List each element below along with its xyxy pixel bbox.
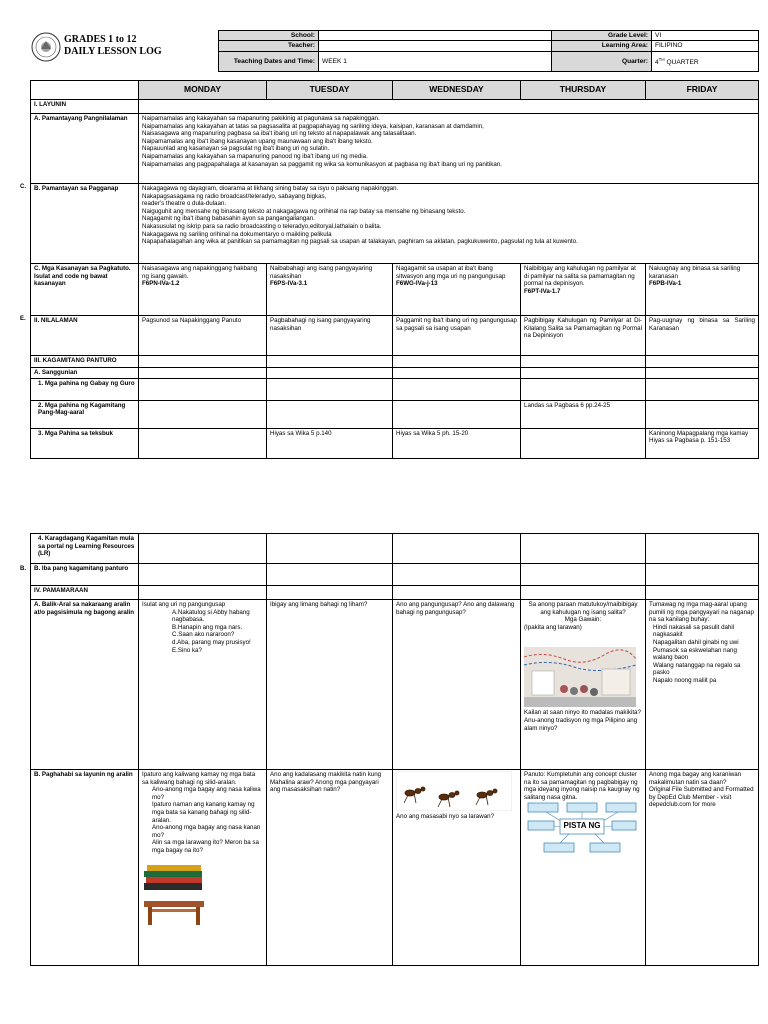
paghahabi-tuesday[interactable]: Ano ang kadalasang makikita natin kung Mahalina araw? Anong mga pangyayari ang masasaksihan natin? [267, 770, 393, 966]
kagamitang-thursday[interactable]: Landas sa Pagbasa 6 pp.24-25 [521, 400, 646, 428]
gabay-wednesday[interactable] [393, 378, 521, 400]
pista-label: PISTA NG [563, 821, 601, 831]
day-tuesday: TUESDAY [267, 81, 393, 100]
kagamitan-monday[interactable] [139, 356, 267, 368]
pamantayang-content[interactable]: Naipamamalas ang kakayahan sa mapanuring pakikinig at pagunawa sa napakinggan. Naipamamalas ang kakayahan at tatas sa pagsasalita at pagpapahayag ng sariling ideya, kaisipan, karanasan at damdamin, Naisasagawa ang mapanuring pagbasa sa iba't ibang uri ng teksto at napapalawak ang talasalitaan. Naipamamalas ang iba't ibang kasanayan upang maunawaan ang iba't ibang teksto. Napauunlad ang kasanayan sa pagsulat ng iba't ibang uri ng sulatin. Naipamamalas ang kakayahan sa mapanuring panood ng iba't ibang uri ng media. Naipamamalas ang pagpapahalaga at kasanayan sa paggamit ng wika sa komunikasyon at pagbasa ng iba't ibang uri ng panitikan. [139, 114, 759, 184]
dates-label: Teaching Dates and Time: [219, 51, 319, 71]
kagamitan-thursday[interactable] [521, 356, 646, 368]
pamamaraan-wednesday[interactable] [393, 586, 521, 600]
pagganap-label: B. Pamantayan sa Pagganap [31, 184, 139, 264]
paghahabi-monday[interactable]: Ipaturo ang kaliwang kamay ng mga bata sa kaliwang bahagi ng silid-aralan. Ano-anong mga bagay ang nasa kaliwa mo? Ipaturo naman ang kanang kamay ng mga bata sa kanang bahagi ng silid-aralan. Ano-anong mga bagay ang nasa kanan mo? Alin sa mga larawang ito? Meron ba sa mga bagay na ito? [139, 770, 267, 966]
pamamaraan-monday[interactable] [139, 586, 267, 600]
kagamitan-friday[interactable] [646, 356, 759, 368]
iba-thursday[interactable] [521, 564, 646, 586]
nilalaman-monday[interactable]: Pagsunod sa Napakinggang Panuto [139, 316, 267, 356]
pamamaraan-tuesday[interactable] [267, 586, 393, 600]
nilalaman-friday[interactable]: Pag-uugnay ng binasa sa Sariling Karanasan [646, 316, 759, 356]
grade-value[interactable]: VI [652, 31, 759, 41]
margin-letter-c: C. [20, 184, 26, 190]
kagamitan-wednesday[interactable] [393, 356, 521, 368]
balik-wednesday[interactable]: Ano ang pangungusap? Ano ang dalawang bahagi ng pangungusap? [393, 600, 521, 770]
layunin-cell[interactable] [139, 100, 759, 114]
nilalaman-label: II. NILALAMAN [31, 316, 139, 356]
balik-thursday[interactable]: Sa anong paraan matutukoy/maibibigay ang kahulugan ng isang salita? Mga Gawain: (Ipakita ang larawan) Kailan at saan ninyo ito madalas makikita? Anu-anong tradisyon ng mga Pilipino ang alam ninyo? [521, 600, 646, 770]
quarter-value[interactable]: 4TH QUARTER [652, 51, 759, 71]
logo-title: GRADES 1 to 12 DAILY LESSON LOG [64, 34, 162, 57]
paghahabi-friday[interactable]: Anong mga bagay ang karaniwan makalimutan natin sa daan? Original File Submitted and Formatted by DepEd Club Member - visit depedclub.com for more [646, 770, 759, 966]
grade-label: Grade Level: [552, 31, 652, 41]
kagamitang-label: 2. Mga pahina ng Kagamitang Pang-Mag-aaral [31, 400, 139, 428]
logo-subtitle: DAILY LESSON LOG [64, 46, 162, 57]
day-friday: FRIDAY [646, 81, 759, 100]
sanggunian-tuesday[interactable] [267, 368, 393, 379]
karagdagan-monday[interactable] [139, 534, 267, 564]
gabay-friday[interactable] [646, 378, 759, 400]
gabay-thursday[interactable] [521, 378, 646, 400]
gabay-monday[interactable] [139, 378, 267, 400]
lesson-table-top [30, 80, 759, 459]
ants-picture [396, 771, 512, 811]
sanggunian-thursday[interactable] [521, 368, 646, 379]
day-thursday: THURSDAY [521, 81, 646, 100]
day-wednesday: WEDNESDAY [393, 81, 521, 100]
paghahabi-wednesday[interactable]: Ano ang masasabi nyo sa larawan? [393, 770, 521, 966]
header-table [218, 30, 759, 72]
area-value[interactable]: FILIPINO [652, 41, 759, 51]
balik-friday[interactable]: Tumawag ng mga mag-aaral upang pumili ng mga pangyayari na naganap na sa kanilang buhay: Hindi nakasali sa pasulit dahil nagkasakit Napagalitan dahil ginabi ng uwi Pumasok sa eskwelahan nang walang baon Walang natanggap na regalo sa pasko Napalo noong maliit pa [646, 600, 759, 770]
teksbuk-tuesday[interactable]: Hiyas sa Wika 5 p.140 [267, 428, 393, 458]
dates-value[interactable]: WEEK 1 [319, 51, 552, 71]
karagdagan-wednesday[interactable] [393, 534, 521, 564]
balik-label: A. Balik-Aral sa nakaraang aralin at/o pagsisimula ng bagong aralin [31, 600, 139, 770]
sanggunian-wednesday[interactable] [393, 368, 521, 379]
kasanayan-wednesday[interactable]: Nagagamit sa usapan at iba't ibang sitwasyon ang mga uri ng pangungusap F6WG-IVa-j-13 [393, 264, 521, 316]
margin-letter-b: B. [20, 566, 26, 572]
kagamitan-label: III. KAGAMITANG PANTURO [31, 356, 139, 368]
pamamaraan-thursday[interactable] [521, 586, 646, 600]
karagdagan-thursday[interactable] [521, 534, 646, 564]
kasanayan-monday[interactable]: Naisasagawa ang napakinggang hakbang ng isang gawain. F6PN-IVa-1.2 [139, 264, 267, 316]
iba-friday[interactable] [646, 564, 759, 586]
kasanayan-label: C. Mga Kasanayan sa Pagkatuto. Isulat and code ng bawat kasanayan [31, 264, 139, 316]
kagamitang-wednesday[interactable] [393, 400, 521, 428]
kagamitang-friday[interactable] [646, 400, 759, 428]
teksbuk-wednesday[interactable]: Hiyas sa Wika 5 ph. 15-20 [393, 428, 521, 458]
books-picture [142, 861, 206, 893]
nilalaman-wednesday[interactable]: Paggamit ng iba't ibang uri ng pangungusap sa pagsali sa isang usapan [393, 316, 521, 356]
table-picture [142, 897, 206, 927]
teksbuk-label: 3. Mga Pahina sa teksbuk [31, 428, 139, 458]
kagamitan-tuesday[interactable] [267, 356, 393, 368]
teacher-value[interactable] [319, 41, 552, 51]
deped-seal-icon [31, 32, 61, 62]
layunin-label: I. LAYUNIN [31, 100, 139, 114]
lesson-table-bottom [30, 533, 759, 966]
kasanayan-tuesday[interactable]: Naibabahagi ang isang pangyayaring nasaksihan F6PS-IVa-3.1 [267, 264, 393, 316]
iba-wednesday[interactable] [393, 564, 521, 586]
balik-monday[interactable]: Isulat ang uri ng pangungusap A.Nakatulog si Abby habang nagbabasa. B.Hanapin ang mga nars. C.Saan ako nararoon? d.Aba, parang may prusisyo! E.Sino ka? [139, 600, 267, 770]
quarter-label: Quarter: [552, 51, 652, 71]
fiesta-picture [524, 647, 636, 707]
deped-club-credit: Original File Submitted and Formatted by DepEd Club Member - visit depedclub.com for more [649, 786, 754, 809]
day-monday: MONDAY [139, 81, 267, 100]
kagamitang-tuesday[interactable] [267, 400, 393, 428]
nilalaman-thursday[interactable]: Pagbibigay Kahulugan ng Pamilyar at Di-Kilalang Salita sa Pamamagitan ng Pormal na Depinisyon [521, 316, 646, 356]
teksbuk-friday[interactable]: Kaninong Mapagpalang mga kamay Hiyas sa Pagbasa p. 151-153 [646, 428, 759, 458]
school-label: School: [219, 31, 319, 41]
corner-cell [31, 81, 139, 100]
school-value[interactable] [319, 31, 552, 41]
gabay-label: 1. Mga pahina ng Gabay ng Guro [31, 378, 139, 400]
karagdagan-tuesday[interactable] [267, 534, 393, 564]
nilalaman-tuesday[interactable]: Pagbabahagi ng isang pangyayaring nasaksihan [267, 316, 393, 356]
margin-letter-e: E. [20, 316, 26, 322]
teksbuk-monday[interactable] [139, 428, 267, 458]
kasanayan-thursday[interactable]: Naibibigay ang kahulugan ng pamilyar at di pamilyar na salita sa pamamagitan ng pormal na depinisyon. F6PT-IVa-1.7 [521, 264, 646, 316]
iba-monday[interactable] [139, 564, 267, 586]
balik-tuesday[interactable]: Ibigay ang limang bahagi ng liham? [267, 600, 393, 770]
area-label: Learning Area: [552, 41, 652, 51]
pamantayang-label: A. Pamantayang Pangnilalaman [31, 114, 139, 184]
sanggunian-monday[interactable] [139, 368, 267, 379]
karagdagan-friday[interactable] [646, 534, 759, 564]
karagdagan-label: 4. Karagdagang Kagamitan mula sa portal ng Learning Resources (LR) [31, 534, 139, 564]
teacher-label: Teacher: [219, 41, 319, 51]
concept-cluster [524, 801, 640, 857]
iba-tuesday[interactable] [267, 564, 393, 586]
paghahabi-thursday[interactable]: Panuto: Kumpletuhin ang concept cluster na ito sa pamamagitan ng pagbabigay ng mga ideyang inyong naisip na kaugnay ng salitang nasa gitna. PISTA NG [521, 770, 646, 966]
pamamaraan-label: IV. PAMAMARAAN [31, 586, 139, 600]
sanggunian-friday[interactable] [646, 368, 759, 379]
pamamaraan-friday[interactable] [646, 586, 759, 600]
sanggunian-label: A. Sanggunian [31, 368, 139, 379]
gabay-tuesday[interactable] [267, 378, 393, 400]
iba-label: B. Iba pang kagamitang panturo [31, 564, 139, 586]
pagganap-content[interactable]: Nakagagawa ng dayagram, dioarama at likhang sining batay sa isyu o paksang napakinggan. Nakapagsasagawa ng radio broadcast/teleradyo, sabayang bigkas, reader's theatre o dula-dulaan. Naiguguhit ang mensahe ng binasang teksto at nakagagawa ng orihinal na rap batay sa mensahe ng binasang teksto. Nagagamit ng iba't ibang babasahin ayon sa pangangailangan. Nakasusulat ng iskrip para sa radio broadcasting o teleradyo,editoryal,lathalain o balita. Nakagagawa ng sariling orihinal na dokumentaryo o maikling pelikula Napapahalagahan ang wika at panitikan sa pamamagitan ng pagsali sa usapan at talakayan, paghiram sa aklatan, pagkukuwento, pagsulat ng tula at kuwento. [139, 184, 759, 264]
paghahabi-label: B. Paghahabi sa layunin ng aralin [31, 770, 139, 966]
kasanayan-friday[interactable]: Naiuugnay ang binasa sa sariling karanasan F6PB-IVa-1 [646, 264, 759, 316]
teksbuk-thursday[interactable] [521, 428, 646, 458]
kagamitang-monday[interactable] [139, 400, 267, 428]
